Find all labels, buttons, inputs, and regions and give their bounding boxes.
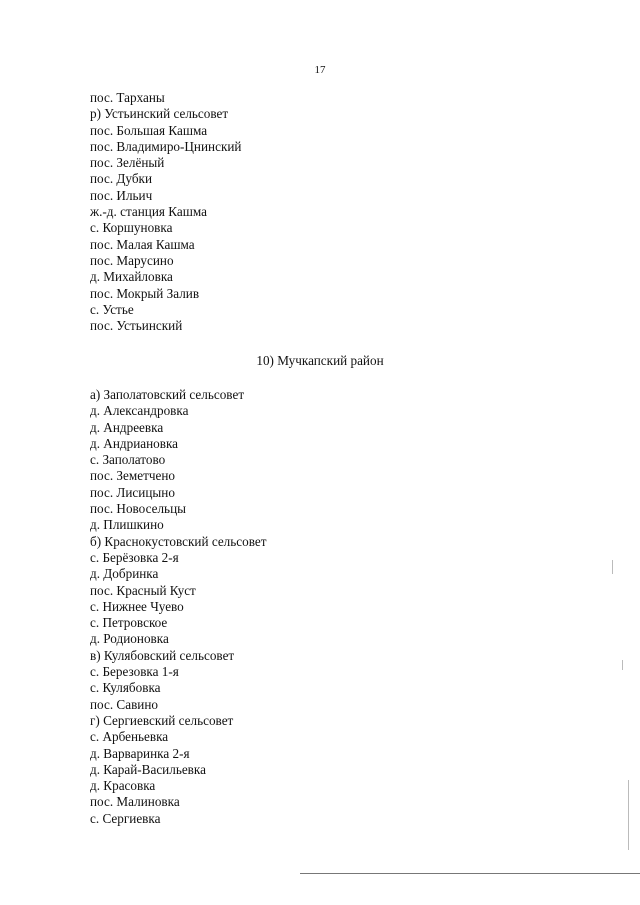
list-item: пос. Большая Кашма bbox=[90, 122, 208, 138]
list-item: в) Кулябовский сельсовет bbox=[90, 647, 235, 663]
list-item: пос. Новосельцы bbox=[90, 501, 186, 517]
list-item: д. Варваринка 2-я bbox=[90, 745, 190, 761]
list-item: пос. Земетчено bbox=[90, 468, 175, 484]
list-item: пос. Красный Куст bbox=[90, 582, 196, 598]
list-item: б) Краснокустовский сельсовет bbox=[90, 533, 267, 549]
list-item: д. Карай-Васильевка bbox=[90, 761, 206, 777]
list-item: д. Красовка bbox=[90, 778, 156, 794]
settlement-list-top bbox=[90, 90, 241, 334]
list-item: с. Сергиевка bbox=[90, 810, 161, 826]
list-item: с. Заполатово bbox=[90, 452, 166, 468]
list-item: д. Плишкино bbox=[90, 517, 164, 533]
footer-rule bbox=[300, 873, 640, 874]
list-item: с. Петровское bbox=[90, 615, 168, 631]
list-item: а) Заполатовский сельсовет bbox=[90, 387, 245, 402]
list-item: ж.-д. станция Кашма bbox=[90, 204, 208, 220]
list-item: с. Устье bbox=[90, 301, 134, 317]
list-item: д. Родионовка bbox=[90, 631, 169, 647]
list-item: с. Коршуновка bbox=[90, 220, 173, 236]
list-item: пос. Мокрый Залив bbox=[90, 285, 200, 301]
list-item: пос. Савино bbox=[90, 696, 159, 712]
list-item: д. Михайловка bbox=[90, 269, 173, 285]
settlement-list-bottom bbox=[90, 387, 267, 827]
scan-edge-mark bbox=[628, 780, 629, 850]
section-heading: 10) Мучкапский район bbox=[256, 353, 384, 368]
list-item: с. Березовка 1-я bbox=[90, 664, 179, 680]
list-item: пос. Малиновка bbox=[90, 794, 180, 810]
list-item: д. Андриановка bbox=[90, 435, 179, 451]
list-item: пос. Устьинский bbox=[90, 318, 183, 334]
list-item: пос. Ильич bbox=[90, 187, 153, 203]
list-item: р) Устьинский сельсовет bbox=[90, 106, 229, 122]
list-item: пос. Малая Кашма bbox=[90, 236, 195, 252]
list-item: пос. Лисицыно bbox=[90, 484, 175, 500]
list-item: пос. Владимиро-Цнинский bbox=[90, 138, 242, 154]
list-item: пос. Тарханы bbox=[90, 90, 165, 105]
list-item: с. Кулябовка bbox=[90, 680, 161, 696]
list-item: с. Берёзовка 2-я bbox=[90, 549, 179, 565]
list-item: г) Сергиевский сельсовет bbox=[90, 712, 234, 728]
list-item: с. Нижнее Чуево bbox=[90, 598, 184, 614]
list-item: д. Андреевка bbox=[90, 419, 164, 435]
list-item: пос. Зелёный bbox=[90, 155, 165, 171]
list-item: пос. Дубки bbox=[90, 171, 153, 187]
list-item: д. Александровка bbox=[90, 403, 189, 419]
page-number: 17 bbox=[314, 64, 326, 76]
list-item: д. Добринка bbox=[90, 566, 159, 582]
scan-edge-mark bbox=[612, 560, 613, 574]
list-item: с. Арбеньевка bbox=[90, 729, 169, 745]
list-item: пос. Марусино bbox=[90, 252, 174, 268]
scan-edge-mark bbox=[622, 660, 623, 670]
